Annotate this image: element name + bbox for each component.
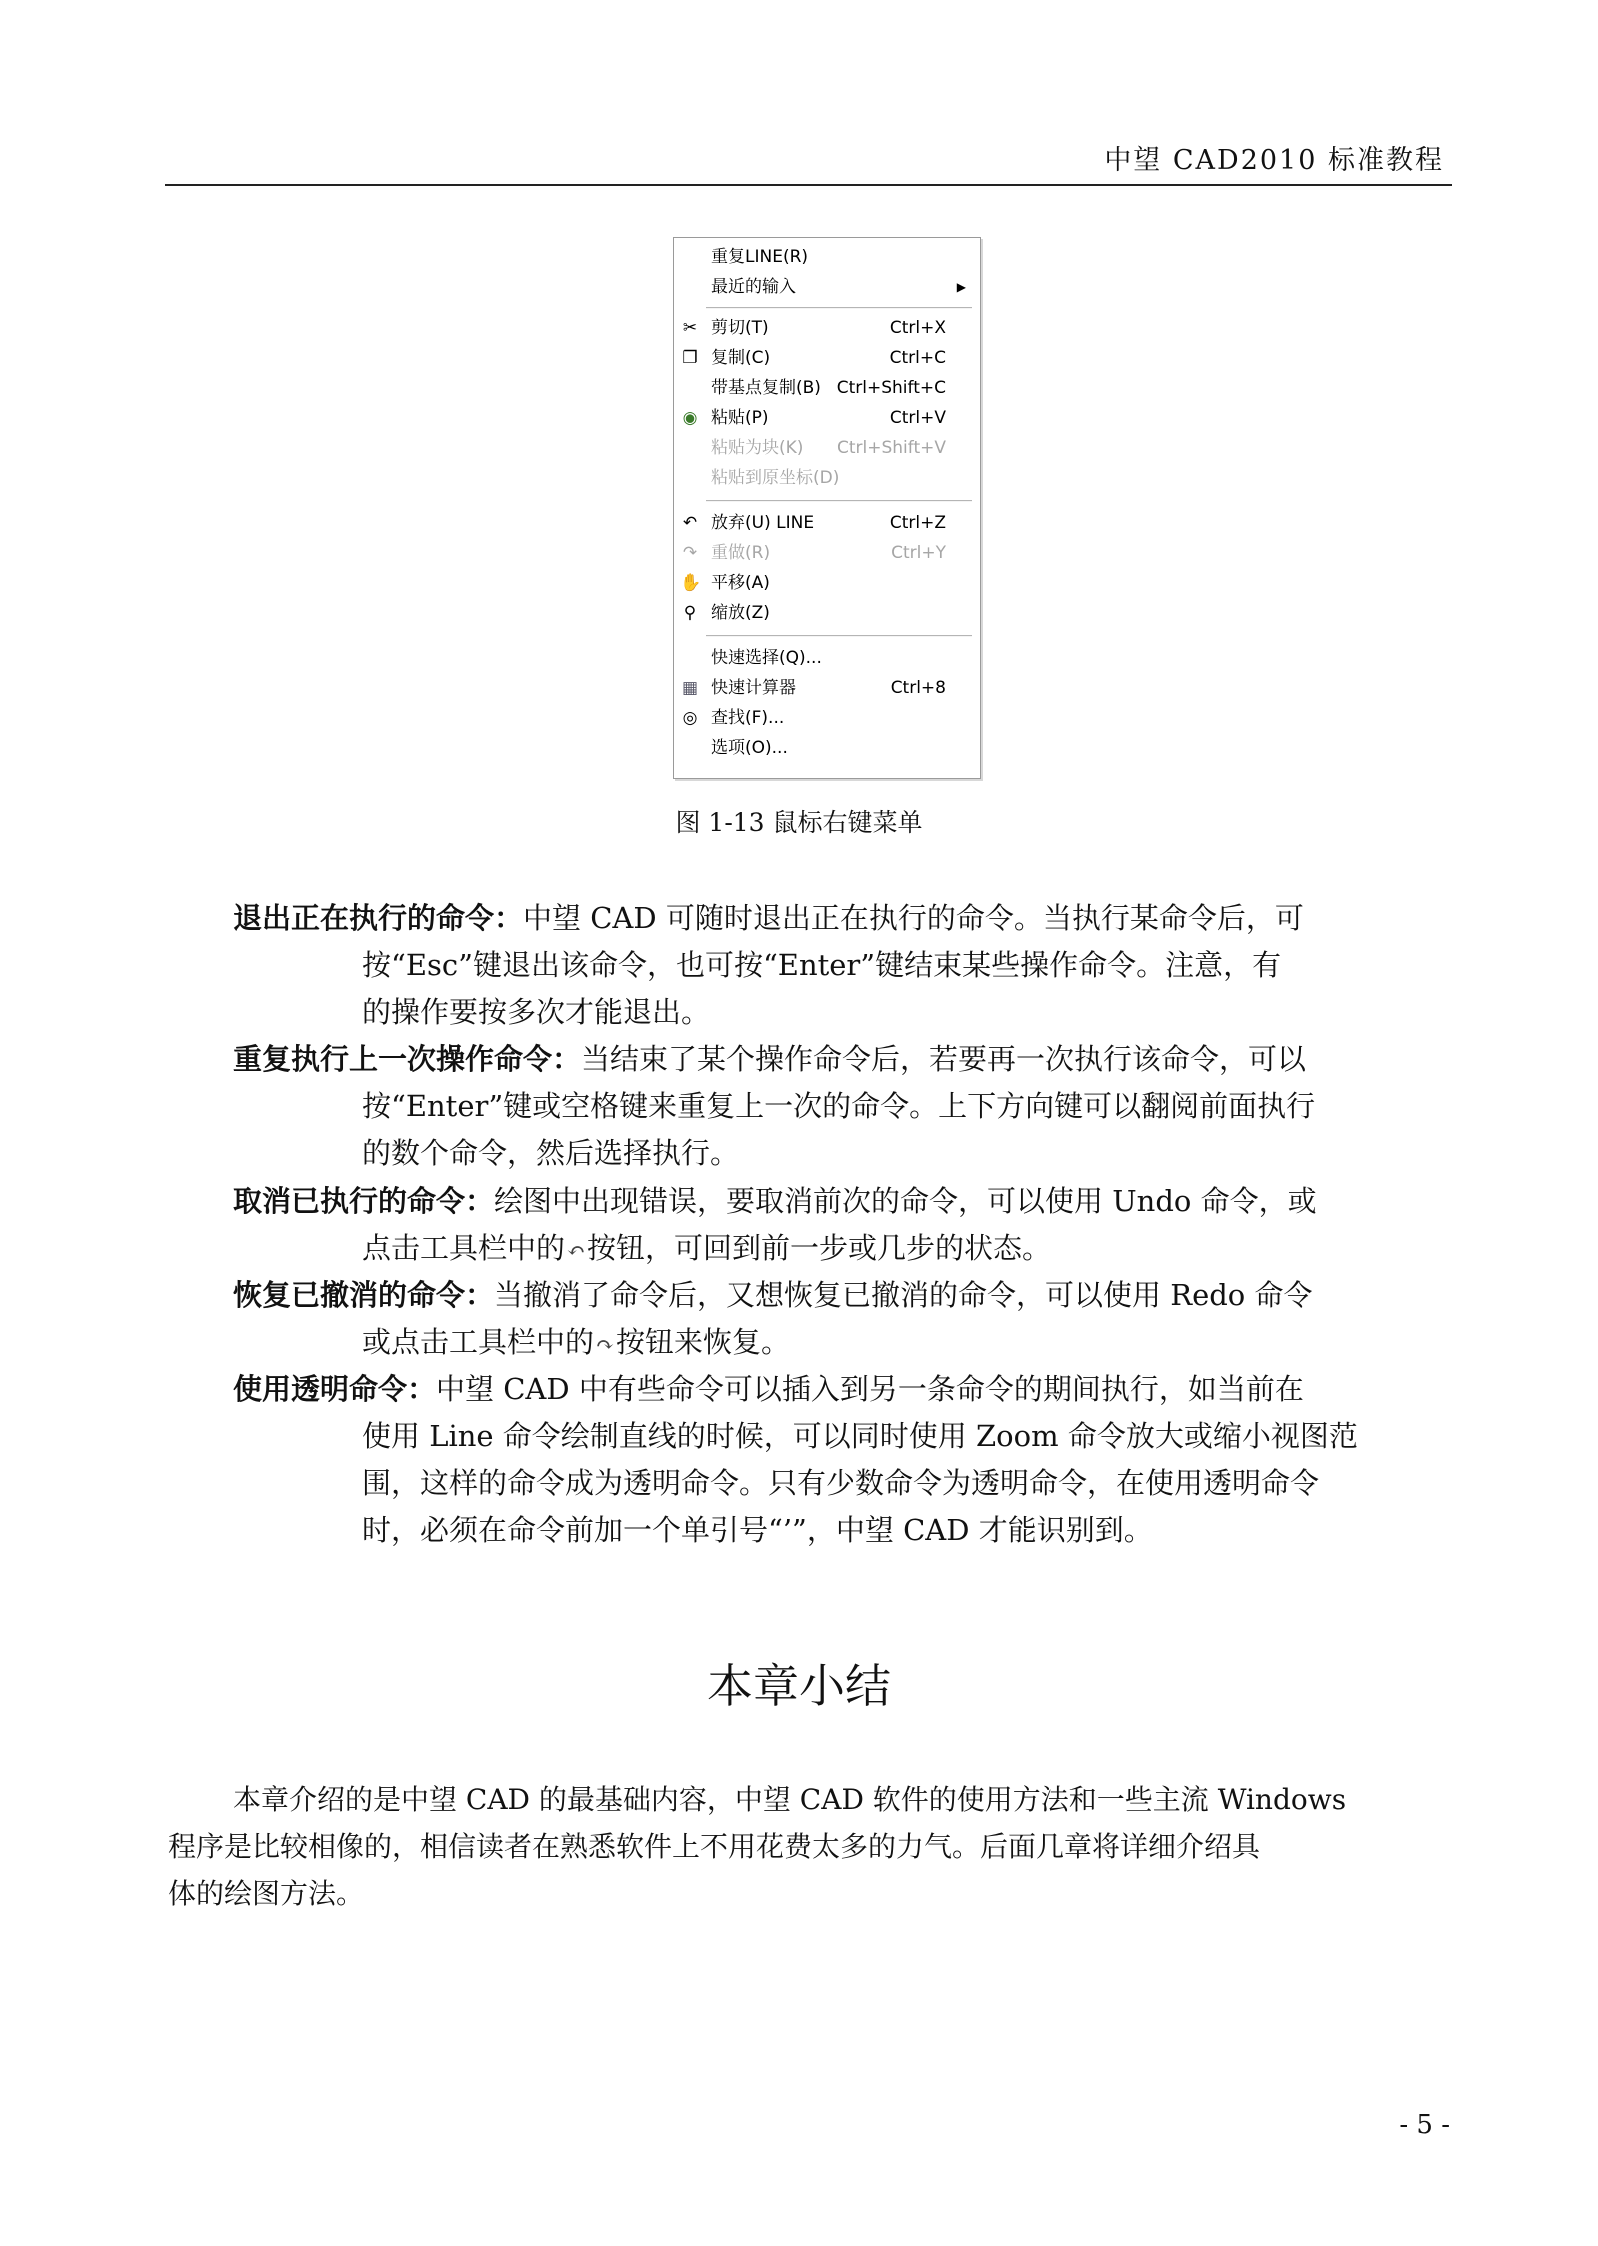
menu-item-paste-to-original-coords[interactable]: 粘贴到原坐标(D) xyxy=(711,468,840,488)
redo-icon: ↷ xyxy=(595,1333,615,1358)
scissors-icon: ✂ xyxy=(682,318,698,338)
context-menu xyxy=(673,237,981,779)
menu-item-copy-with-base-point[interactable]: 带基点复制(B) Ctrl+Shift+C xyxy=(711,378,946,398)
menu-item-undo[interactable]: ↶ 放弃(U) LINE Ctrl+Z xyxy=(674,508,980,538)
calculator-icon: ▦ xyxy=(681,678,699,698)
menu-item-options[interactable]: 选项(O)... xyxy=(711,738,788,758)
menu-item-copy[interactable]: ❐ 复制(C) Ctrl+C xyxy=(674,343,980,373)
term-label: 重复执行上一次操作命令： xyxy=(233,1042,582,1076)
paragraph-undo-command: 取消已执行的命令：绘图中出现错误，要取消前次的命令，可以使用 Undo 命令，或 点击工具栏中的↶按钮，可回到前一步或几步的状态。 xyxy=(233,1178,1419,1272)
paragraph-repeat-command: 重复执行上一次操作命令：当结束了某个操作命令后，若要再一次执行该命令，可以 按“Enter”键或空格键来重复上一次的命令。上下方向键可以翻阅前面执行 的数个命令，然后选择执行。 xyxy=(233,1042,1316,1170)
section-title: 本章小结 xyxy=(707,1659,891,1713)
find-icon: ◎ xyxy=(682,708,698,728)
term-label: 取消已执行的命令： xyxy=(233,1184,495,1218)
figure-caption: 图 1-13 鼠标右键菜单 xyxy=(675,808,923,837)
redo-icon: ↷ xyxy=(682,543,698,563)
header-title: 中望 CAD2010 标准教程 xyxy=(1104,145,1444,176)
undo-icon: ↶ xyxy=(682,513,698,533)
chapter-summary: 本章介绍的是中望 CAD 的最基础内容，中望 CAD 软件的使用方法和一些主流 Windows 程序是比较相像的，相信读者在熟悉软件上不用花费太多的力气。后面几章将详细介绍具 体的绘图方法。 xyxy=(168,1783,1347,1910)
menu-item-zoom[interactable]: ⚲ 缩放(Z) xyxy=(674,598,980,628)
undo-icon: ↶ xyxy=(566,1239,586,1264)
term-label: 使用透明命令： xyxy=(233,1372,437,1406)
menu-item-quick-calculator[interactable]: ▦ 快速计算器 Ctrl+8 xyxy=(681,678,946,698)
menu-item-repeat-line[interactable]: 重复LINE(R) xyxy=(711,247,809,267)
menu-separator xyxy=(706,500,972,502)
page-number: - 5 - xyxy=(1399,2110,1450,2140)
paste-icon: ◉ xyxy=(682,408,698,428)
menu-item-paste-as-block[interactable]: 粘贴为块(K) Ctrl+Shift+V xyxy=(711,438,946,458)
menu-item-paste[interactable]: ◉ 粘贴(P) Ctrl+V xyxy=(674,403,980,433)
paragraph-transparent-command: 使用透明命令：中望 CAD 中有些命令可以插入到另一条命令的期间执行，如当前在 使用 Line 命令绘制直线的时候，可以同时使用 Zoom 命令放大或缩小视图范 围，这样的命令成为透明命令。只有少数命令为透明命令，在使用透明命令 时，必须在命令前加一个单引号“’”，中望 CAD 才能识别到。 xyxy=(233,1372,1358,1547)
menu-separator xyxy=(706,307,972,309)
term-label: 恢复已撤消的命令： xyxy=(233,1278,495,1312)
menu-item-cut[interactable]: ✂ 剪切(T) Ctrl+X xyxy=(674,313,980,343)
page-header xyxy=(165,138,1452,186)
copy-icon: ❐ xyxy=(682,348,698,368)
paragraph-redo-command: 恢复已撤消的命令：当撤消了命令后，又想恢复已撤消的命令，可以使用 Redo 命令 或点击工具栏中的↷按钮来恢复。 xyxy=(233,1272,1419,1366)
term-label: 退出正在执行的命令： xyxy=(233,901,524,935)
zoom-magnifier-icon: ⚲ xyxy=(683,603,697,623)
menu-item-find[interactable]: ◎ 查找(F)... xyxy=(674,703,980,733)
paragraph-exit-command: 退出正在执行的命令：中望 CAD 可随时退出正在执行的命令。当执行某命令后，可 按“Esc”键退出该命令，也可按“Enter”键结束某些操作命令。注意，有 的操作要按多次才能退出。 xyxy=(233,901,1304,1029)
menu-item-pan[interactable]: ✋ 平移(A) xyxy=(680,573,770,593)
pan-hand-icon: ✋ xyxy=(680,573,702,593)
menu-item-recent-input[interactable]: 最近的输入 ▶ xyxy=(674,272,980,302)
submenu-arrow-icon: ▶ xyxy=(956,280,966,294)
menu-separator xyxy=(706,635,972,637)
menu-item-redo[interactable]: ↷ 重做(R) Ctrl+Y xyxy=(674,538,980,568)
menu-item-quick-select[interactable]: 快速选择(Q)... xyxy=(711,648,822,668)
